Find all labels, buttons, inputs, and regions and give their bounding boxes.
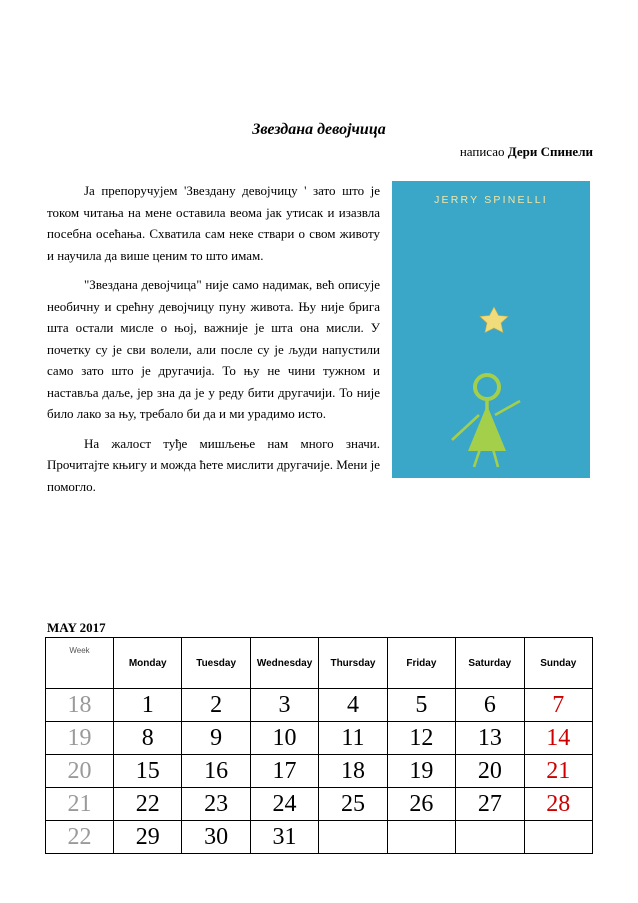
date-cell: 18 — [319, 755, 387, 788]
date-cell — [319, 821, 387, 854]
book-cover-image — [392, 181, 590, 478]
calendar-table — [45, 637, 593, 854]
sunday-date-cell: 14 — [524, 722, 592, 755]
sunday-date-cell: 21 — [524, 755, 592, 788]
author-name: Дери Спинели — [507, 144, 593, 159]
article-paragraph: "Звездана девојчица" није само надимак, већ описује необичну и срећну девојчицу пуну живота. Њу није брига шта остали мисле о њој, важније је шта она мисли. У почетку су је сви волели, али после су је људи напустили само зато што је другачија. То њу не чини тужном и наставља даље, јер зна да је у реду бити другачији. То није било лако за њу, требало би да и ми урадимо исто. — [47, 277, 380, 421]
article-paragraph: Ја препоручујем 'Звездану девојчицу ' зато што је током читања на мене оставила веома јак утисак и изазвла посебна осећања. Схватила сам неке ствари о свом животу и научила да више ценим то што имам. — [47, 183, 380, 263]
day-header: Thursday — [319, 638, 387, 689]
calendar-week-row — [46, 722, 593, 755]
date-cell: 26 — [387, 788, 455, 821]
date-cell: 4 — [319, 689, 387, 722]
day-header: Friday — [387, 638, 455, 689]
date-cell: 8 — [114, 722, 182, 755]
date-cell: 3 — [250, 689, 318, 722]
sunday-date-cell — [524, 821, 592, 854]
article-body — [47, 180, 380, 505]
date-cell: 15 — [114, 755, 182, 788]
date-cell: 12 — [387, 722, 455, 755]
day-header: Saturday — [456, 638, 524, 689]
calendar-header-row — [46, 638, 593, 689]
date-cell: 1 — [114, 689, 182, 722]
day-header: Tuesday — [182, 638, 250, 689]
date-cell: 6 — [456, 689, 524, 722]
date-cell: 29 — [114, 821, 182, 854]
week-number: 21 — [46, 788, 114, 821]
calendar-week-row — [46, 755, 593, 788]
week-number: 19 — [46, 722, 114, 755]
calendar-week-row — [46, 788, 593, 821]
date-cell: 10 — [250, 722, 318, 755]
date-cell: 16 — [182, 755, 250, 788]
week-number: 22 — [46, 821, 114, 854]
date-cell: 11 — [319, 722, 387, 755]
sunday-date-cell: 28 — [524, 788, 592, 821]
date-cell: 22 — [114, 788, 182, 821]
date-cell: 2 — [182, 689, 250, 722]
sunday-date-cell: 7 — [524, 689, 592, 722]
calendar-week-row — [46, 689, 593, 722]
week-number: 18 — [46, 689, 114, 722]
day-header: Wednesday — [250, 638, 318, 689]
date-cell — [387, 821, 455, 854]
date-cell: 9 — [182, 722, 250, 755]
date-cell: 27 — [456, 788, 524, 821]
calendar-title: MAY 2017 — [47, 620, 106, 635]
date-cell: 23 — [182, 788, 250, 821]
date-cell: 31 — [250, 821, 318, 854]
date-cell: 5 — [387, 689, 455, 722]
week-column-header: Week — [46, 638, 114, 689]
byline-prefix: написао — [459, 144, 505, 159]
date-cell: 20 — [456, 755, 524, 788]
article-paragraph: На жалост туђе мишљење нам много значи. Прочитајте књигу и можда ћете мислити другачије. Мени је помогло. — [47, 435, 380, 494]
day-header: Monday — [114, 638, 182, 689]
week-number: 20 — [46, 755, 114, 788]
byline — [460, 144, 593, 160]
article-title: Звездана девојчица — [252, 121, 386, 138]
date-cell: 13 — [456, 722, 524, 755]
calendar-week-row — [46, 821, 593, 854]
date-cell: 30 — [182, 821, 250, 854]
date-cell: 25 — [319, 788, 387, 821]
date-cell — [456, 821, 524, 854]
date-cell: 17 — [250, 755, 318, 788]
day-header: Sunday — [524, 638, 592, 689]
date-cell: 19 — [387, 755, 455, 788]
cover-author-text: JERRY SPINELLI — [434, 194, 548, 206]
date-cell: 24 — [250, 788, 318, 821]
